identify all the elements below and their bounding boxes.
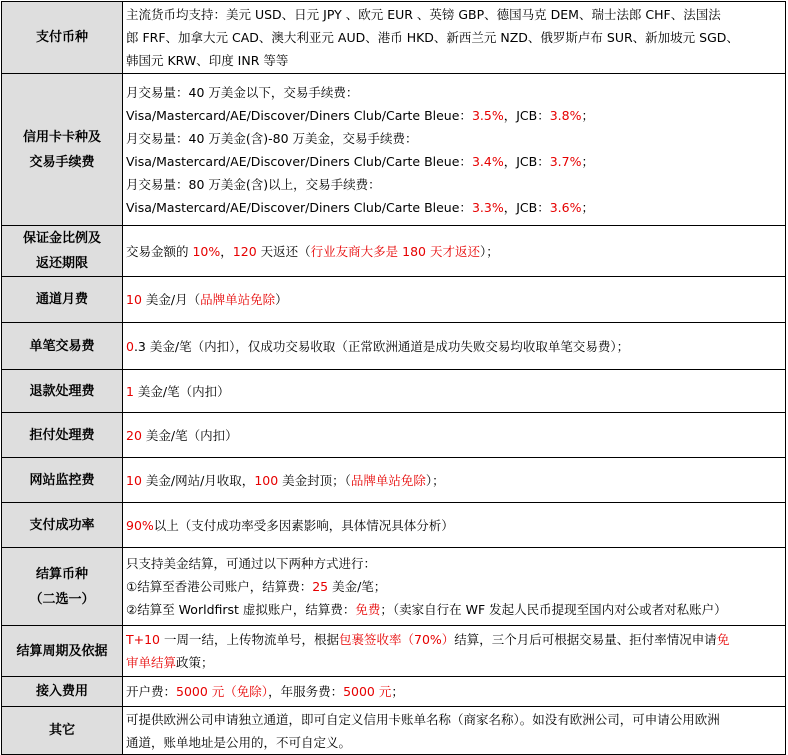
label-line: 返还期限 [35, 256, 88, 271]
highlight-text: 3.6% [549, 199, 582, 215]
row-value [123, 548, 786, 626]
value-line [126, 127, 785, 150]
row-label: 其它 [2, 707, 123, 755]
row-monthly-fee [2, 277, 786, 323]
row-label [2, 548, 123, 626]
value-line [126, 424, 785, 447]
value-text: 主流货币均支持：美元 USD、日元 JPY 、欧元 EUR 、英镑 GBP、德国马克 DEM、瑞士法郎 CHF、法国法 [126, 7, 721, 22]
highlight-text: 品牌单站免除 [350, 472, 426, 488]
row-label: 支付币种 [2, 2, 123, 74]
highlight-text: 10% [192, 243, 221, 259]
row-refund-fee [2, 370, 786, 413]
value-line [126, 335, 785, 358]
highlight-text: 3.8% [549, 107, 582, 123]
value-line [126, 150, 785, 173]
highlight-text: 10 [126, 472, 142, 488]
highlight-text: 100 [254, 472, 279, 488]
value-line [126, 708, 785, 731]
highlight-text: 3.3% [471, 199, 504, 215]
row-value [123, 626, 786, 677]
value-text: ； [581, 107, 594, 123]
value-text: Visa/Mastercard/AE/Discover/Diners Club/Carte Bleue： [126, 199, 472, 215]
highlight-text: 行业友商大多是 180 天才返还 [310, 243, 480, 259]
value-text: ）； [479, 243, 499, 259]
row-value [123, 458, 786, 503]
value-text: 美金封顶；（ [278, 472, 351, 488]
row-access-fee [2, 677, 786, 707]
row-value [123, 707, 786, 755]
row-label [2, 74, 123, 226]
value-line [126, 3, 785, 26]
value-line [126, 575, 785, 598]
highlight-text: 包裹签收率（70%） [339, 632, 455, 647]
row-deposit [2, 226, 786, 277]
highlight-text: 5000 元（免除） [176, 684, 269, 699]
value-line [126, 680, 785, 703]
row-label: 支付成功率 [2, 503, 123, 548]
label-line: 保证金比例及 [22, 231, 101, 246]
row-currency [2, 2, 786, 74]
value-text: 美金/月（ [141, 292, 201, 307]
value-line [126, 552, 785, 575]
value-text: ，JCB： [503, 199, 550, 215]
value-text: 月交易量：40 万美金以下，交易手续费： [126, 84, 359, 100]
label-line: 交易手续费 [29, 154, 95, 170]
value-line [126, 598, 785, 621]
value-line [126, 196, 785, 219]
value-line [126, 628, 785, 651]
row-label: 通道月费 [2, 277, 123, 323]
highlight-text: 3.5% [471, 107, 504, 123]
row-value [123, 277, 786, 323]
value-text: 美金/笔（内扣） [141, 427, 238, 443]
row-label [2, 226, 123, 277]
value-text: Visa/Mastercard/AE/Discover/Diners Club/Carte Bleue： [126, 153, 472, 169]
fee-table [1, 1, 786, 755]
highlight-text: T+10 [126, 632, 161, 647]
value-line [126, 731, 785, 754]
row-value [123, 74, 786, 226]
row-label: 网站监控费 [2, 458, 123, 503]
value-text: ，JCB： [503, 153, 550, 169]
value-text: Visa/Mastercard/AE/Discover/Diners Club/Carte Bleue： [126, 107, 472, 123]
value-text: 美金/笔（内扣） [133, 383, 230, 399]
value-text: 月交易量：80 万美金(含)以上，交易手续费： [126, 176, 381, 192]
row-chargeback-fee [2, 413, 786, 458]
row-card-fees [2, 74, 786, 226]
value-text: ；（卖家自行在 WF 发起人民币提现至国内对公或者对私账户） [380, 602, 727, 617]
value-text: ； [581, 153, 594, 169]
value-text: 政策； [176, 655, 214, 670]
highlight-text: 品牌单站免除 [200, 292, 276, 307]
value-line [126, 651, 785, 674]
highlight-text: 3.4% [471, 153, 504, 169]
row-monitoring-fee [2, 458, 786, 503]
value-text: 结算，三个月后可根据交易量、拒付率情况申请 [454, 632, 717, 647]
value-text: 韩国元 KRW、印度 INR 等等 [126, 53, 289, 68]
row-value [123, 370, 786, 413]
value-text: 美金/网站/月收取， [141, 472, 255, 488]
highlight-text: 20 [126, 427, 142, 443]
row-value [123, 677, 786, 707]
value-text: 天返还（ [256, 243, 311, 259]
highlight-text: 10 [126, 292, 142, 307]
value-text: .3 美金/笔（内扣），仅成功交易收取（正常欧洲通道是成功失败交易均收取单笔交易费）； [133, 338, 630, 354]
highlight-text: 3.7% [549, 153, 582, 169]
highlight-text: 1 [126, 383, 134, 399]
highlight-text: 免 [716, 632, 730, 647]
value-text: 一周一结，上传物流单号，根据 [160, 632, 339, 647]
row-transaction-fee [2, 323, 786, 370]
value-line [126, 104, 785, 127]
label-line: 结算币种 [35, 566, 88, 582]
row-value [123, 226, 786, 277]
value-text: ； [581, 199, 594, 215]
value-text: 通道，账单地址是公用的，不可自定义。 [126, 734, 352, 750]
value-line [126, 26, 785, 49]
value-text: ）； [425, 472, 445, 488]
highlight-text: 免费 [355, 602, 381, 617]
value-text: ） [275, 292, 288, 307]
value-line [126, 81, 785, 104]
label-line: （二选一） [29, 591, 95, 607]
value-line [126, 173, 785, 196]
row-settlement-cycle [2, 626, 786, 677]
value-text: 郎 FRF、加拿大元 CAD、澳大利亚元 AUD、港币 HKD、新西兰元 NZD、俄罗斯卢布 SUR、新加坡元 SGD、 [126, 30, 739, 45]
row-label: 退款处理费 [2, 370, 123, 413]
row-value [123, 503, 786, 548]
row-success-rate [2, 503, 786, 548]
value-text: 开户费： [126, 684, 177, 699]
row-value [123, 2, 786, 74]
row-value [123, 413, 786, 458]
value-text: ，JCB： [503, 107, 550, 123]
value-text: 只支持美金结算，可通过以下两种方式进行： [126, 556, 377, 571]
value-text: 月交易量：40 万美金(含)-80 万美金，交易手续费： [126, 130, 418, 146]
value-text: 交易金额的 [126, 243, 193, 259]
highlight-text: 25 [312, 579, 329, 594]
value-text: 以上（支付成功率受多因素影响，具体情况具体分析） [153, 517, 454, 533]
row-label: 拒付处理费 [2, 413, 123, 458]
value-line [126, 380, 785, 403]
row-label: 单笔交易费 [2, 323, 123, 370]
row-label: 结算周期及依据 [2, 626, 123, 677]
highlight-text: 5000 元 [343, 684, 392, 699]
value-line [126, 514, 785, 537]
highlight-text: 0 [126, 338, 134, 354]
row-settlement-currency [2, 548, 786, 626]
value-line [126, 49, 785, 72]
highlight-text: 120 [232, 243, 257, 259]
value-text: ②结算至 Worldfirst 虚拟账户，结算费： [126, 602, 356, 617]
value-text: ①结算至香港公司账户，结算费： [126, 579, 313, 594]
value-text: ，年服务费： [268, 684, 344, 699]
row-other [2, 707, 786, 755]
value-line [126, 469, 785, 492]
value-text: 可提供欧洲公司申请独立通道，即可自定义信用卡账单名称（商家名称）。如没有欧洲公司，可申请公用欧洲 [126, 711, 720, 727]
value-text: ， [220, 243, 233, 259]
value-text: 美金/笔； [328, 579, 387, 594]
highlight-text: 90% [126, 517, 154, 533]
row-label: 接入费用 [2, 677, 123, 707]
row-value [123, 323, 786, 370]
highlight-text: 审单结算 [126, 655, 177, 670]
value-line [126, 288, 785, 311]
label-line: 信用卡卡种及 [22, 129, 101, 145]
value-text: ； [391, 684, 404, 699]
value-line [126, 240, 785, 263]
